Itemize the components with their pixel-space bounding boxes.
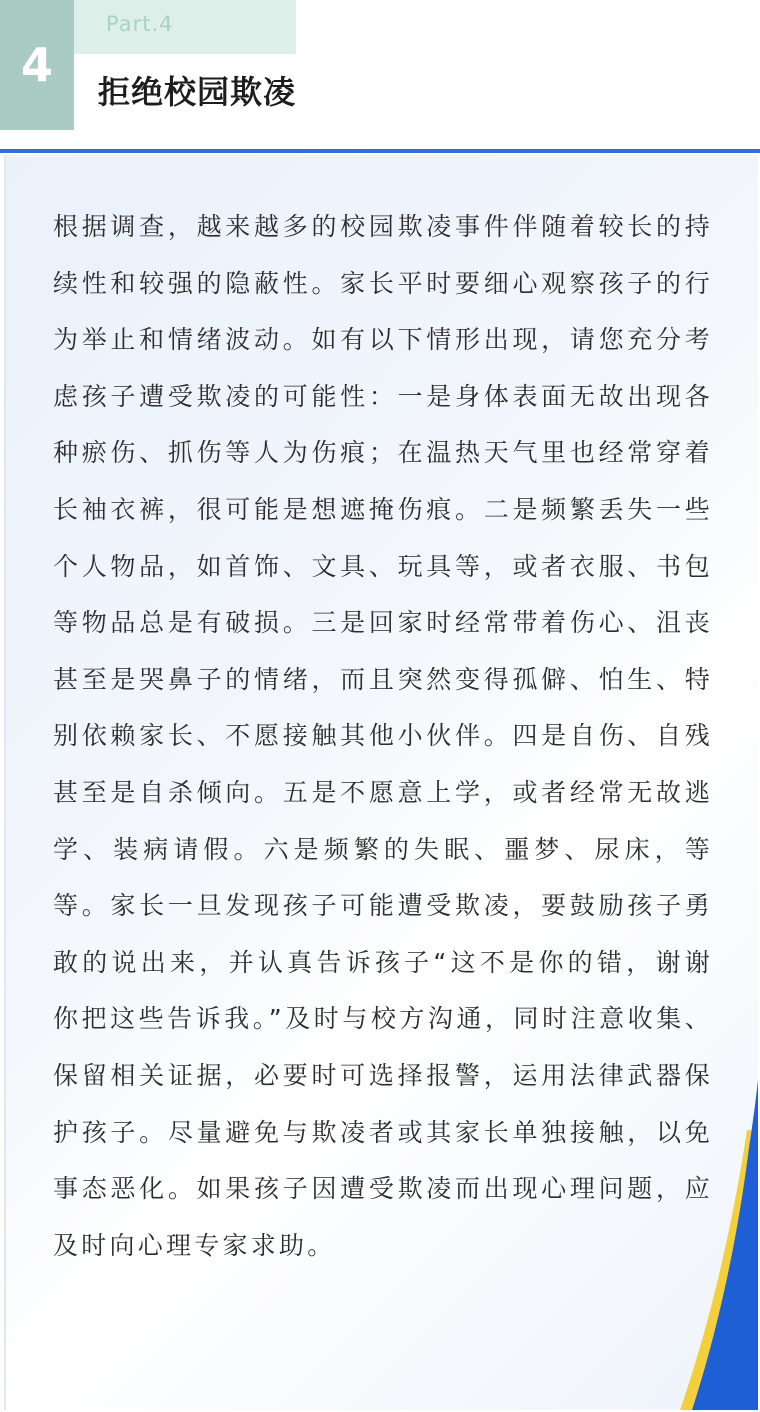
- card-border: [4, 155, 6, 1410]
- section-number-box: [0, 0, 74, 130]
- content-card: [4, 155, 758, 1410]
- part-label-box: [74, 0, 296, 54]
- body-paragraph: 根据调查，越来越多的校园欺凌事件伴随着较长的持续性和较强的隐蔽性。家长平时要细心观察孩子的行为举止和情绪波动。如有以下情形出现，请您充分考虑孩子遭受欺凌的可能性：一是身体表面无故出现各种瘀伤、抓伤等人为伤痕；在温热天气里也经常穿着长袖衣裤，很可能是想遮掩伤痕。二是频繁丢失一些个人物品，如首饰、文具、玩具等，或者衣服、书包等物品总是有破损。三是回家时经常带着伤心、沮丧甚至是哭鼻子的情绪，而且突然变得孤僻、怕生、特别依赖家长、不愿接触其他小伙伴。四是自伤、自残甚至是自杀倾向。五是不愿意上学，或者经常无故逃学、装病请假。六是频繁的失眠、噩梦、尿床，等等。家长一旦发现孩子可能遭受欺凌，要鼓励孩子勇敢的说出来，并认真告诉孩子“这不是你的错，谢谢你把这些告诉我。”及时与校方沟通，同时注意收集、保留相关证据，必要时可选择报警，运用法律武器保护孩子。尽量避免与欺凌者或其家长单独接触，以免事态恶化。如果孩子因遭受欺凌而出现心理问题，应及时向心理专家求助。: [53, 212, 713, 1260]
- section-title: 拒绝校园欺凌: [98, 73, 297, 111]
- part-label: Part.4: [106, 12, 174, 36]
- section-number: 4: [20, 38, 53, 92]
- header-divider: [0, 149, 760, 153]
